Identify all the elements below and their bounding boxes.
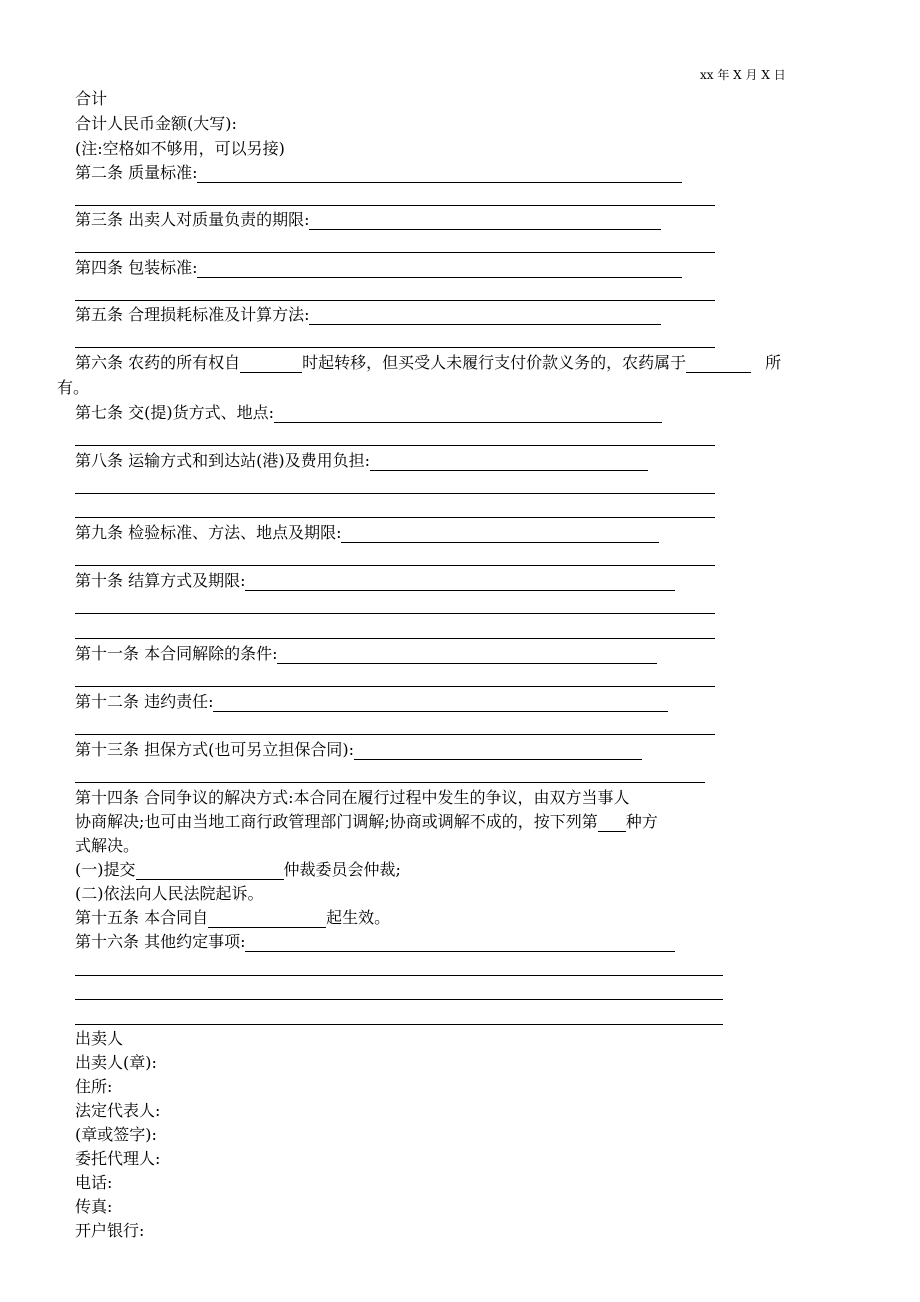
seller-title: 出卖人 [75,1029,124,1048]
article-12-line [75,692,668,712]
article-5-line [75,305,661,325]
article-13-continuation-line[interactable] [75,782,705,783]
seller-seal-label: 出卖人(章): [75,1053,157,1072]
article-14-opt1-text-b: 仲裁委员会仲裁; [283,860,401,879]
article-8-line [75,451,648,471]
article-14-opt1-text-a: (一)提交 [75,860,136,879]
seller-address-label: 住所: [75,1077,113,1096]
article-11-blank[interactable] [277,647,657,664]
article-14-line-2 [75,812,658,832]
article-5-blank[interactable] [309,308,661,325]
article-12-label: 第十二条 违约责任: [75,692,214,711]
article-3-label: 第三条 出卖人对质量负责的期限: [75,210,310,229]
article-10-line [75,571,675,591]
article-9-continuation-line[interactable] [75,565,715,566]
arbitration-committee-blank[interactable] [136,863,284,880]
article-10-label: 第十条 结算方式及期限: [75,571,246,590]
article-14-option-1 [75,860,401,880]
total-label: 合计 [75,89,108,108]
article-2-line [75,163,682,183]
article-11-label: 第十一条 本合同解除的条件: [75,644,278,663]
article-14-option-2: (二)依法向人民法院起诉。 [75,884,264,903]
article-14-text-2a: 协商解决;也可由当地工商行政管理部门调解;协商或调解不成的，按下列第 [75,812,598,831]
article-8-label: 第八条 运输方式和到达站(港)及费用负担: [75,451,370,470]
article-15-text-a: 第十五条 本合同自 [75,908,209,927]
article-16-continuation-line-1[interactable] [75,975,723,976]
article-16-line [75,932,675,952]
document-date: xx 年 X 月 X 日 [700,68,786,82]
article-9-label: 第九条 检验标准、方法、地点及期限: [75,523,342,542]
article-2-blank[interactable] [197,166,682,183]
article-7-label: 第七条 交(提)货方式、地点: [75,403,274,422]
article-10-continuation-line-2[interactable] [75,638,715,639]
article-4-continuation-line[interactable] [75,300,715,301]
article-11-continuation-line[interactable] [75,686,715,687]
article-14-line-3: 式解决。 [75,836,140,855]
article-7-line [75,403,662,423]
article-5-continuation-line[interactable] [75,347,715,348]
seller-seal-or-sign-label: (章或签字): [75,1125,157,1144]
article-2-label: 第二条 质量标准: [75,163,198,182]
article-3-line [75,210,661,230]
article-13-line [75,740,642,760]
article-8-continuation-line-1[interactable] [75,493,715,494]
article-4-blank[interactable] [197,261,682,278]
article-14-text-2b: 种方 [625,812,658,831]
article-7-continuation-line[interactable] [75,445,715,446]
article-7-blank[interactable] [274,406,662,423]
article-8-continuation-line-2[interactable] [75,517,715,518]
effective-date-blank[interactable] [208,911,326,928]
article-6-text-1: 第六条 农药的所有权自 [75,353,241,372]
article-3-continuation-line[interactable] [75,252,715,253]
article-16-blank[interactable] [245,935,675,952]
article-10-continuation-line-1[interactable] [75,613,715,614]
article-6-text-2: 时起转移，但买受人未履行支付价款义务的，农药属于 [302,353,687,372]
article-8-blank[interactable] [370,454,648,471]
article-3-blank[interactable] [309,213,661,230]
article-13-label: 第十三条 担保方式(也可另立担保合同): [75,740,354,759]
article-6-text-4: 有。 [57,378,90,397]
article-5-label: 第五条 合理损耗标准及计算方法: [75,305,310,324]
article-13-blank[interactable] [354,743,642,760]
article-2-continuation-line[interactable] [75,205,715,206]
article-15-text-b: 起生效。 [326,908,391,927]
article-16-continuation-line-2[interactable] [75,999,723,1000]
article-10-blank[interactable] [245,574,675,591]
article-6-text-3: 所 [765,353,782,372]
article-12-blank[interactable] [213,695,668,712]
article-6-blank-time[interactable] [240,356,302,373]
total-rmb-upper-label: 合计人民币金额(大写): [75,114,237,133]
article-14-option-blank[interactable] [598,815,626,832]
article-9-line [75,523,659,543]
article-14-line-1: 第十四条 合同争议的解决方式:本合同在履行过程中发生的争议，由双方当事人 [75,788,630,807]
article-4-label: 第四条 包装标准: [75,258,198,277]
article-16-continuation-line-3[interactable] [75,1024,723,1025]
seller-legal-rep-label: 法定代表人: [75,1101,161,1120]
seller-fax-label: 传真: [75,1197,113,1216]
article-16-label: 第十六条 其他约定事项: [75,932,246,951]
seller-bank-label: 开户银行: [75,1221,145,1240]
article-9-blank[interactable] [341,526,659,543]
article-11-line [75,644,657,664]
article-4-line [75,258,682,278]
seller-agent-label: 委托代理人: [75,1149,161,1168]
note-text: (注:空格如不够用，可以另接) [75,139,285,158]
article-6-line [75,353,781,373]
article-6-blank-owner[interactable] [686,356,751,373]
article-12-continuation-line[interactable] [75,734,715,735]
article-15-line [75,908,390,928]
seller-phone-label: 电话: [75,1173,113,1192]
